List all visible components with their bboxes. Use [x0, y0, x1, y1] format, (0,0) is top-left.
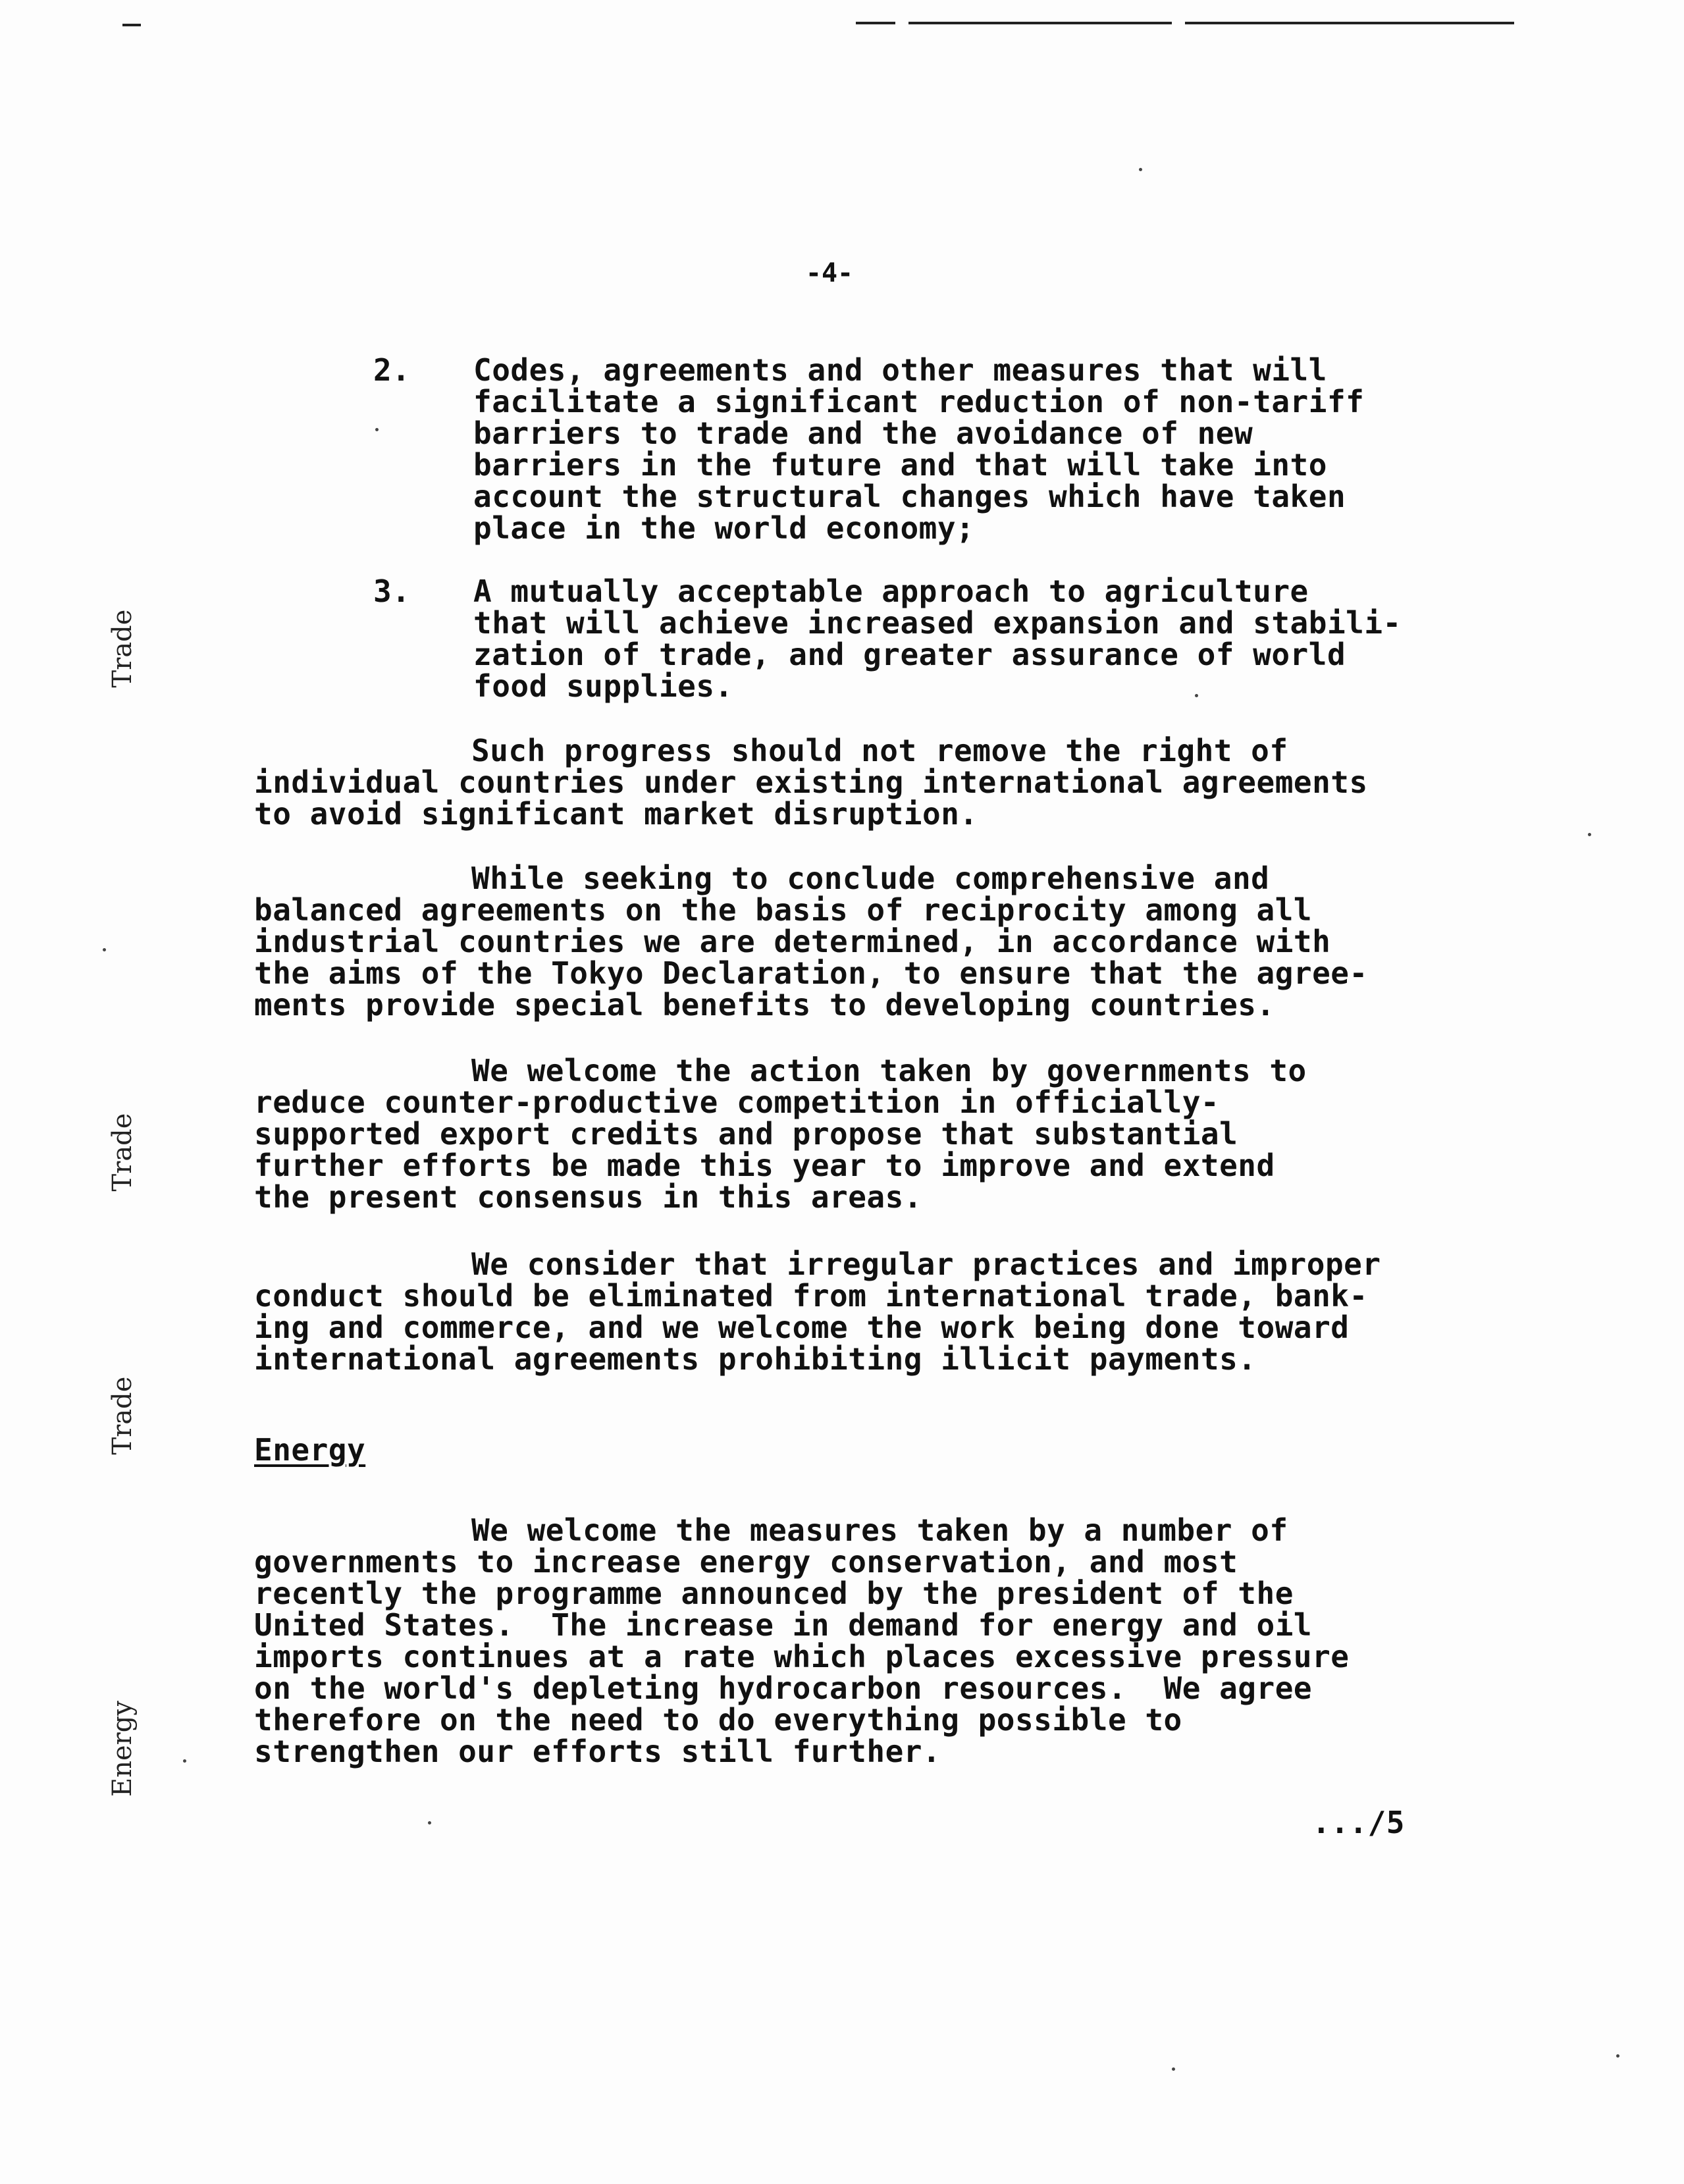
top-rule-segment: [856, 22, 895, 24]
text-line: reduce counter-productive competition in officially-: [254, 1084, 1220, 1120]
text-line: the present consensus in this areas.: [254, 1179, 922, 1215]
list-item-number: 3.: [373, 573, 411, 609]
top-left-mark: [122, 24, 141, 26]
scan-speck: [1616, 2054, 1619, 2058]
scan-speck: [1172, 2067, 1175, 2071]
text-line: the aims of the Tokyo Declaration, to ensure that the agree-: [254, 955, 1368, 991]
text-line: A mutually acceptable approach to agriculture: [473, 573, 1309, 609]
text-line: further efforts be made this year to improve and extend: [254, 1148, 1275, 1183]
text-line: food supplies.: [473, 668, 733, 704]
margin-note-trade: Trade: [107, 1376, 138, 1455]
text-line: account the structural changes which have taken: [473, 479, 1346, 514]
top-rule-segment: [908, 22, 1172, 24]
margin-note-trade: Trade: [107, 609, 138, 688]
margin-note-trade: Trade: [107, 1113, 138, 1192]
text-line: on the world's depleting hydrocarbon resources. We agree: [254, 1670, 1313, 1706]
paragraph: [254, 1248, 1479, 1375]
list-item-number: 2.: [373, 352, 411, 388]
scan-speck: [1139, 168, 1142, 171]
text-line: to avoid significant market disruption.: [254, 796, 978, 832]
scan-speck: [103, 948, 106, 951]
text-line: place in the world economy;: [473, 510, 975, 546]
text-line: conduct should be eliminated from international trade, bank-: [254, 1278, 1368, 1314]
scan-speck: [375, 428, 379, 431]
top-rule-segment: [1185, 22, 1514, 24]
continuation-marker: .../5: [1312, 1805, 1405, 1840]
text-line: balanced agreements on the basis of reciprocity among all: [254, 892, 1313, 928]
text-line: imports continues at a rate which places excessive pressure: [254, 1639, 1350, 1674]
text-line: governments to increase energy conservation, and most: [254, 1544, 1238, 1580]
list-item-body: [473, 354, 1494, 544]
scan-speck: [428, 1821, 431, 1824]
text-line: We consider that irregular practices and improper: [471, 1246, 1381, 1282]
text-line: While seeking to conclude comprehensive and: [471, 861, 1270, 896]
paragraph: [254, 1514, 1479, 1767]
scan-speck: [1588, 833, 1591, 836]
text-line: industrial countries we are determined, in accordance with: [254, 924, 1331, 959]
section-heading-energy: Energy: [254, 1432, 366, 1468]
text-line: strengthen our efforts still further.: [254, 1734, 941, 1769]
scan-speck: [183, 1759, 186, 1763]
text-line: United States. The increase in demand for energy and oil: [254, 1607, 1313, 1643]
text-line: ments provide special benefits to developing countries.: [254, 987, 1275, 1023]
text-line: facilitate a significant reduction of non-tariff: [473, 384, 1365, 419]
text-line: Codes, agreements and other measures that will: [473, 352, 1327, 388]
text-line: that will achieve increased expansion and stabili-: [473, 605, 1402, 641]
text-line: supported export credits and propose that substantial: [254, 1116, 1238, 1152]
text-line: ing and commerce, and we welcome the work being done toward: [254, 1310, 1350, 1345]
text-line: Such progress should not remove the right of: [471, 733, 1288, 768]
text-line: barriers in the future and that will take into: [473, 447, 1327, 483]
paragraph: [254, 863, 1479, 1021]
text-line: barriers to trade and the avoidance of new: [473, 415, 1253, 451]
list-item-body: [473, 575, 1494, 702]
text-line: zation of trade, and greater assurance of world: [473, 637, 1346, 672]
page-number: -4-: [805, 258, 854, 288]
text-line: therefore on the need to do everything possible to: [254, 1702, 1182, 1738]
text-line: We welcome the action taken by governments to: [471, 1053, 1307, 1088]
text-line: recently the programme announced by the president of the: [254, 1576, 1294, 1611]
text-line: international agreements prohibiting illicit payments.: [254, 1341, 1257, 1377]
paragraph: [254, 735, 1479, 830]
text-line: individual countries under existing international agreements: [254, 764, 1368, 800]
margin-note-energy: Energy: [107, 1701, 138, 1797]
scan-speck: [1195, 694, 1198, 697]
paragraph: [254, 1055, 1479, 1213]
text-line: We welcome the measures taken by a number of: [471, 1512, 1288, 1548]
